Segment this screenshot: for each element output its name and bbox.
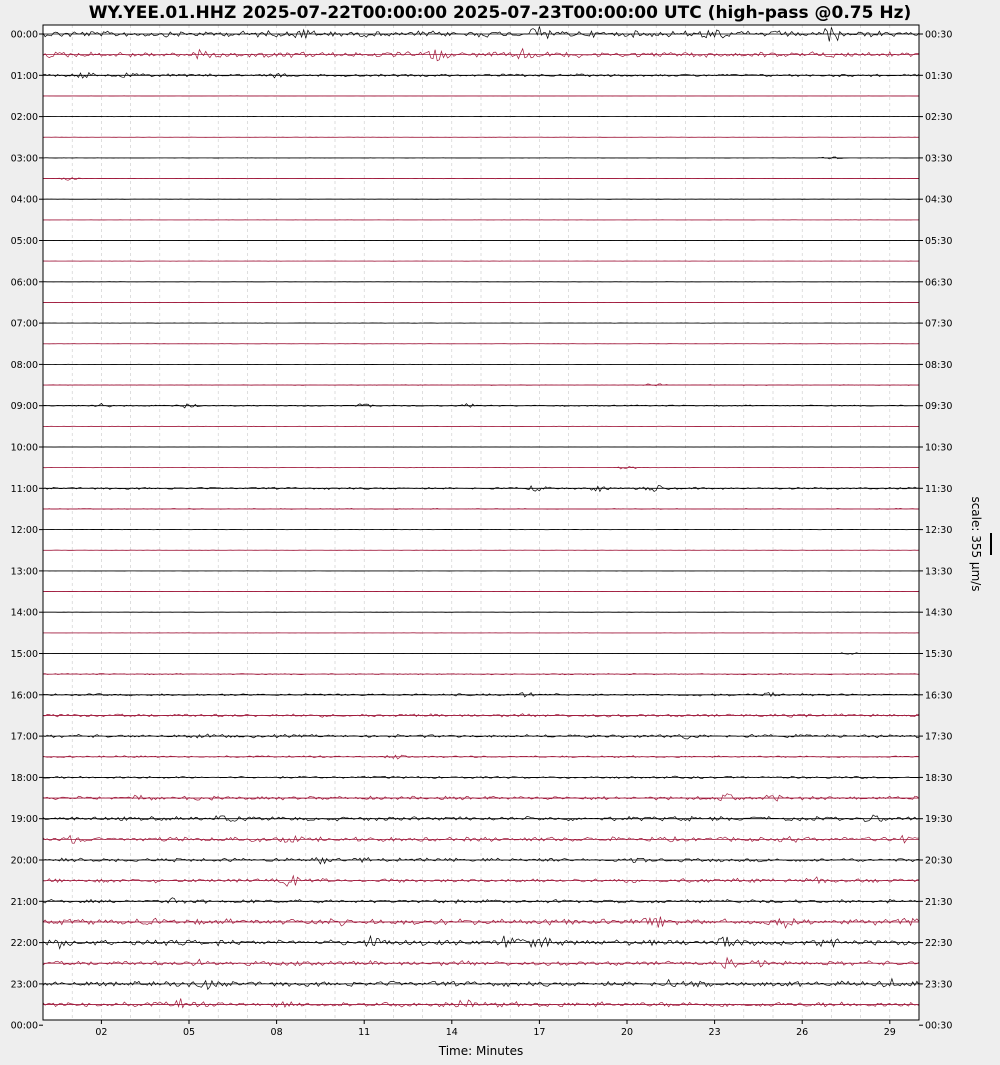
left-time-label: 07:00 bbox=[10, 318, 38, 330]
plot-area bbox=[43, 25, 919, 1020]
left-time-labels bbox=[11, 30, 43, 1032]
right-time-label: 01:30 bbox=[925, 70, 953, 82]
x-tick-label: 20 bbox=[620, 1027, 634, 1038]
right-time-label: 03:30 bbox=[925, 153, 953, 165]
left-time-label: 16:00 bbox=[10, 690, 38, 702]
right-time-label: 10:30 bbox=[925, 442, 953, 454]
x-tick-label: 02 bbox=[95, 1027, 108, 1038]
left-time-label: 20:00 bbox=[10, 855, 38, 867]
right-time-label: 17:30 bbox=[925, 731, 953, 743]
left-time-label: 04:00 bbox=[10, 194, 38, 206]
x-tick-label: 11 bbox=[358, 1027, 371, 1038]
right-time-label: 19:30 bbox=[925, 814, 953, 826]
right-time-label: 15:30 bbox=[925, 649, 953, 660]
right-time-label: 16:30 bbox=[925, 690, 953, 702]
left-time-label: 03:00 bbox=[10, 153, 38, 165]
left-time-label: 13:00 bbox=[10, 566, 38, 578]
scale-label: scale: 355 µm/s bbox=[969, 496, 983, 592]
right-time-label: 21:30 bbox=[925, 896, 953, 908]
chart-title: WY.YEE.01.HHZ 2025-07-22T00:00:00 2025-07-23T00:00:00 UTC (high-pass @0.75 Hz) bbox=[88, 3, 912, 23]
right-time-label: 07:30 bbox=[925, 318, 953, 330]
left-time-label: 12:00 bbox=[10, 525, 38, 537]
left-time-label: 00:00 bbox=[10, 29, 38, 41]
right-time-label: 12:30 bbox=[925, 525, 953, 537]
x-tick-label: 26 bbox=[796, 1027, 809, 1038]
right-time-label: 09:30 bbox=[925, 401, 953, 413]
x-tick-label: 17 bbox=[533, 1027, 546, 1038]
left-time-label: 10:00 bbox=[10, 442, 38, 454]
left-time-label: 23:00 bbox=[10, 979, 38, 991]
left-time-label: 22:00 bbox=[10, 938, 38, 950]
right-time-label: 00:30 bbox=[925, 29, 953, 41]
right-time-label: 00:30 bbox=[925, 1020, 953, 1032]
x-axis bbox=[95, 1020, 895, 1038]
right-time-label: 02:30 bbox=[925, 112, 953, 124]
right-time-label: 04:30 bbox=[925, 194, 953, 206]
x-tick-label: 08 bbox=[270, 1027, 283, 1038]
right-time-label: 05:30 bbox=[925, 236, 953, 247]
left-time-label: 06:00 bbox=[10, 277, 38, 289]
right-time-labels bbox=[919, 30, 952, 1032]
left-time-label: 15:00 bbox=[10, 649, 38, 660]
right-time-label: 23:30 bbox=[925, 979, 953, 991]
left-time-label: 08:00 bbox=[10, 359, 38, 371]
left-time-label: 21:00 bbox=[10, 896, 38, 908]
x-axis-label: Time: Minutes bbox=[438, 1044, 524, 1058]
right-time-label: 11:30 bbox=[925, 483, 953, 495]
right-time-label: 18:30 bbox=[925, 772, 953, 784]
left-time-label: 05:00 bbox=[10, 236, 38, 247]
right-time-label: 20:30 bbox=[925, 855, 953, 867]
left-time-label: 14:00 bbox=[10, 607, 38, 619]
left-time-label: 01:00 bbox=[10, 70, 38, 82]
left-time-label: 09:00 bbox=[10, 401, 38, 413]
left-time-label: 02:00 bbox=[10, 112, 38, 124]
x-tick-label: 14 bbox=[445, 1027, 458, 1038]
x-tick-label: 29 bbox=[883, 1027, 896, 1038]
right-time-label: 08:30 bbox=[925, 359, 953, 371]
x-tick-label: 23 bbox=[708, 1027, 721, 1038]
right-time-label: 22:30 bbox=[925, 938, 953, 950]
left-time-label: 19:00 bbox=[10, 814, 38, 826]
trace-0130 bbox=[43, 96, 919, 97]
right-time-label: 13:30 bbox=[925, 566, 953, 578]
left-time-label: 00:00 bbox=[10, 1020, 38, 1032]
left-time-label: 17:00 bbox=[10, 731, 38, 743]
right-time-label: 14:30 bbox=[925, 607, 953, 619]
left-time-label: 11:00 bbox=[10, 483, 38, 495]
left-time-label: 18:00 bbox=[10, 772, 38, 784]
right-time-label: 06:30 bbox=[925, 277, 953, 289]
x-tick-label: 05 bbox=[182, 1027, 196, 1038]
